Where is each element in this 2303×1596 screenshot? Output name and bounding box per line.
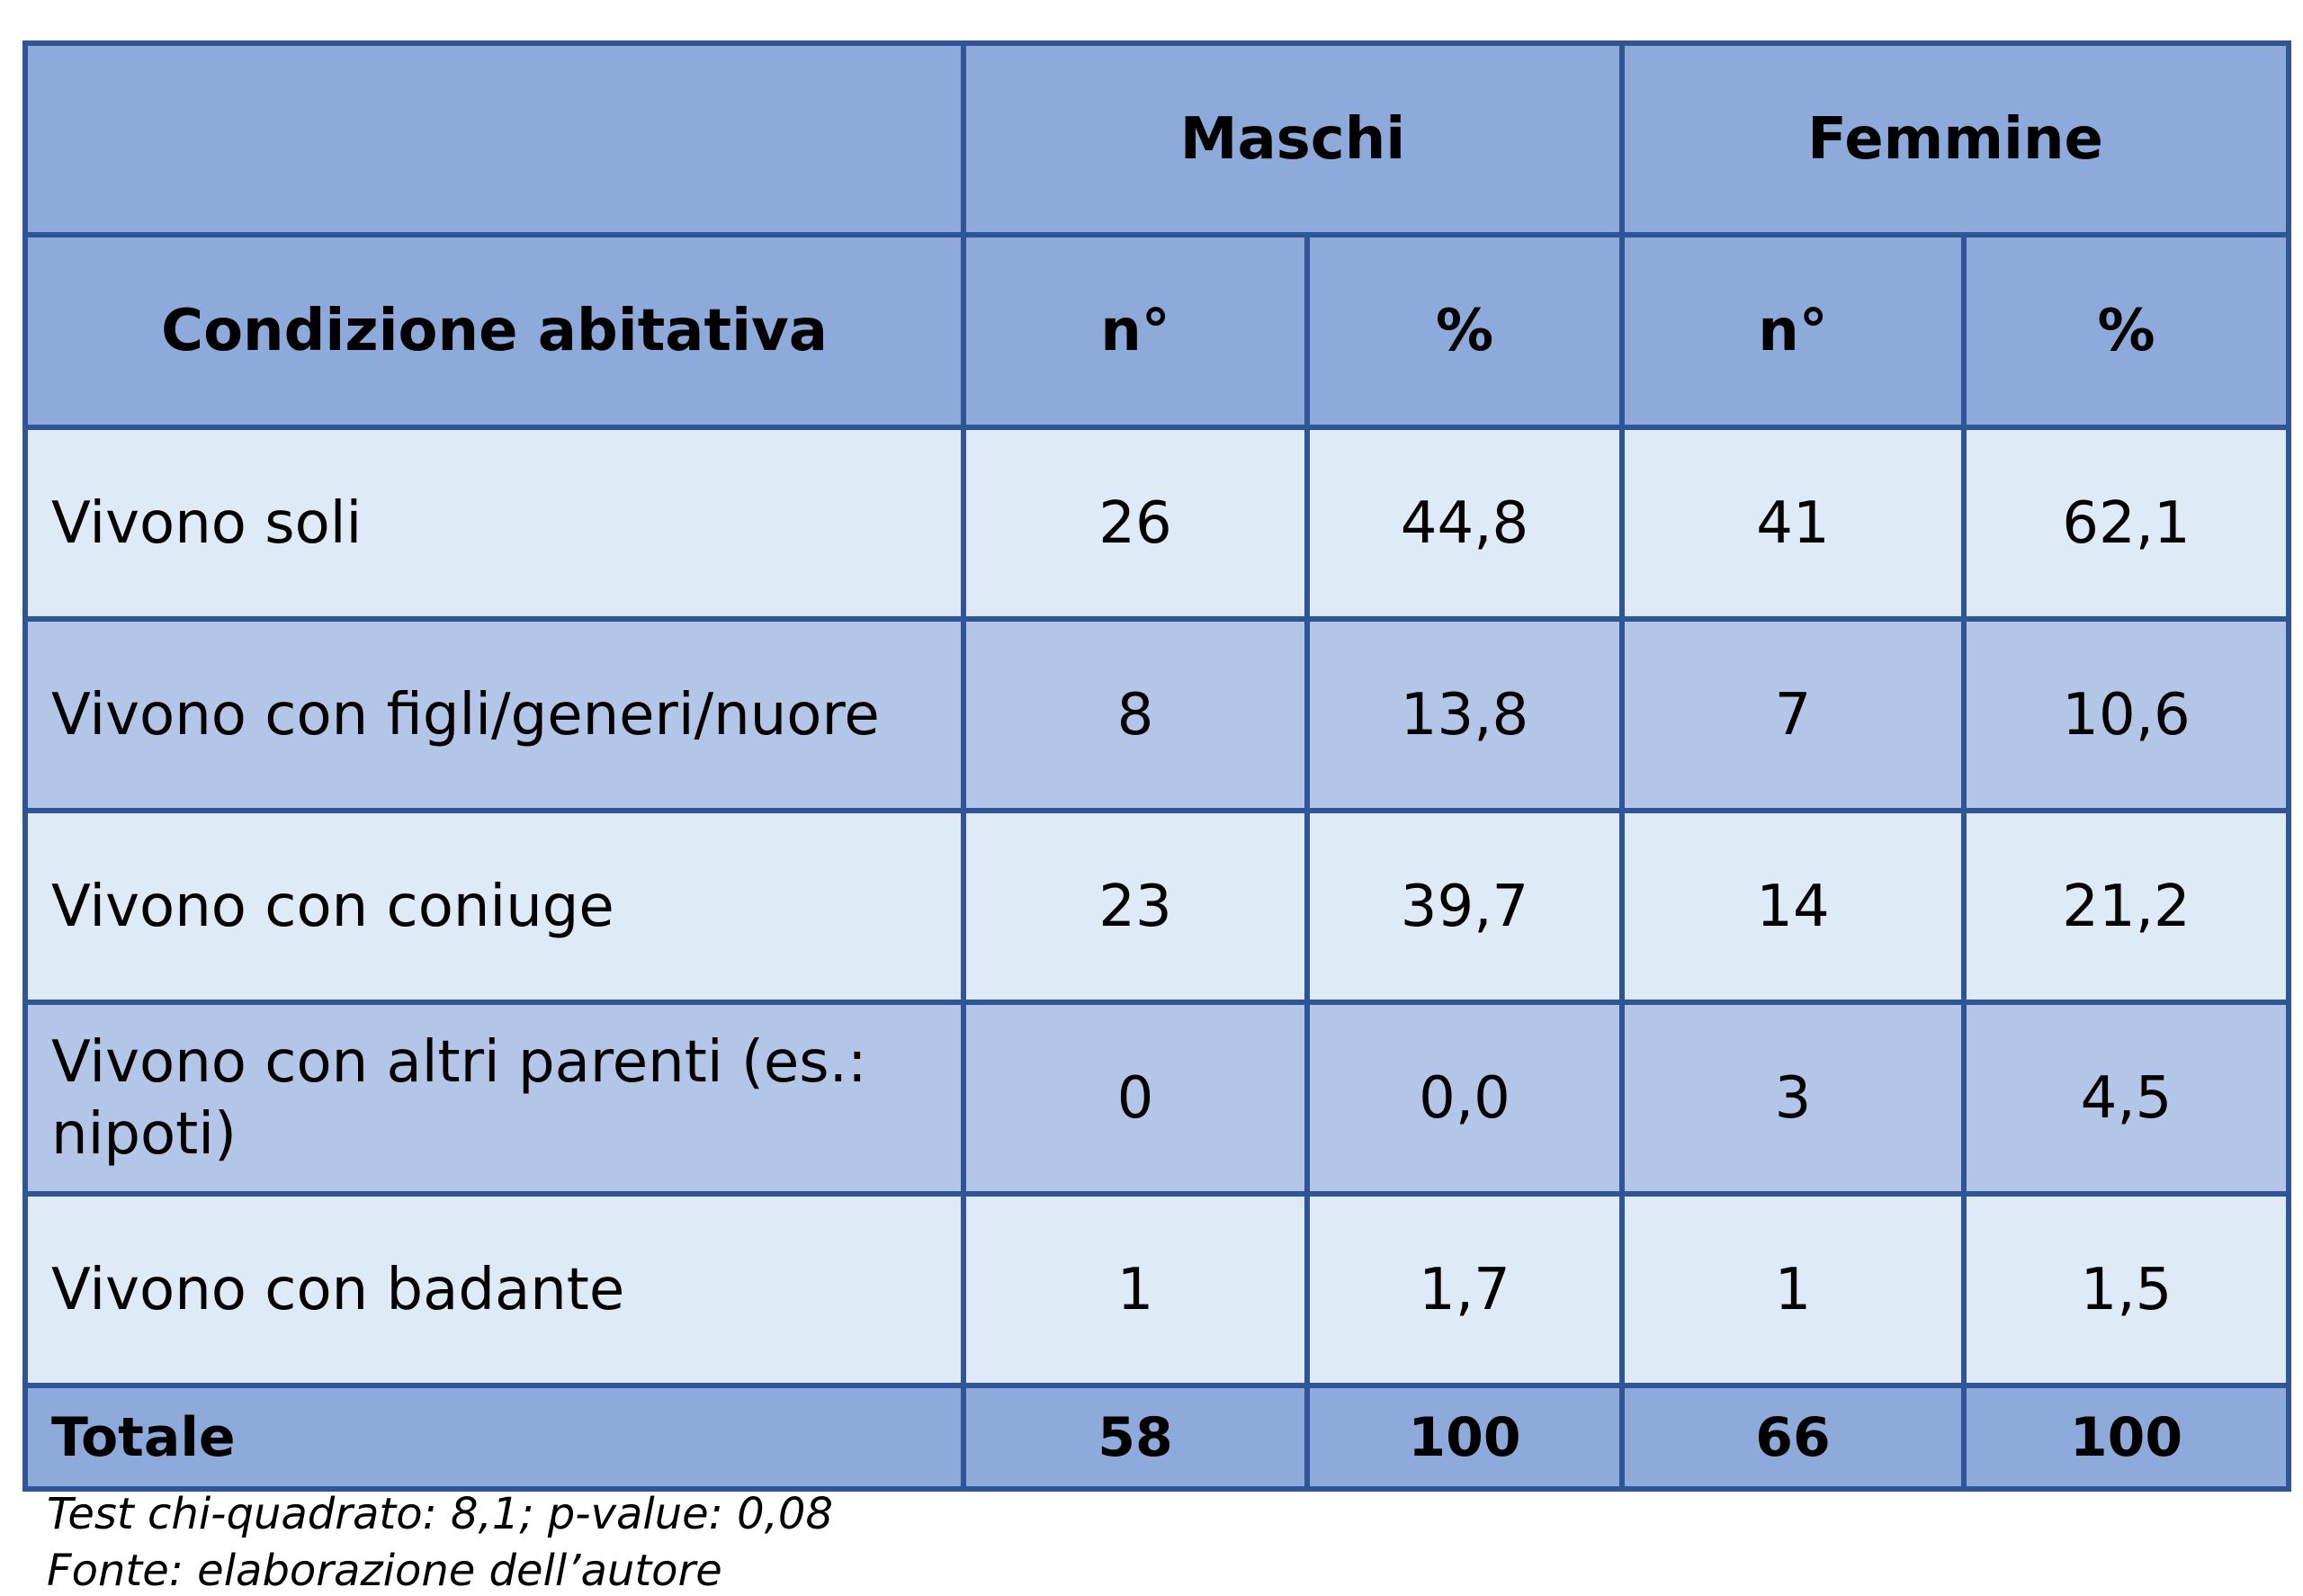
cell-femmine-n: 41 <box>1622 427 1964 619</box>
total-femmine-pct: 100 <box>1964 1385 2289 1489</box>
total-femmine-n: 66 <box>1622 1385 1964 1489</box>
row-label: Vivono soli <box>25 427 963 619</box>
cell-maschi-n: 1 <box>963 1194 1307 1385</box>
header-maschi-pct: % <box>1307 235 1622 427</box>
header-femmine-pct: % <box>1964 235 2289 427</box>
row-label: Vivono con figli/generi/nuore <box>25 619 963 811</box>
cell-maschi-n: 0 <box>963 1002 1307 1194</box>
cell-maschi-n: 8 <box>963 619 1307 811</box>
cell-femmine-pct: 4,5 <box>1964 1002 2289 1194</box>
cell-femmine-n: 7 <box>1622 619 1964 811</box>
header-femmine-n: n° <box>1622 235 1964 427</box>
header-empty-cell <box>25 43 963 235</box>
cell-femmine-n: 14 <box>1622 811 1964 1002</box>
table-row <box>25 811 2289 1002</box>
cell-femmine-pct: 10,6 <box>1964 619 2289 811</box>
column-header-row <box>25 235 2289 427</box>
header-maschi: Maschi <box>963 43 1622 235</box>
test-note: Test chi-quadrato: 8,1; p-value: 0,08 <box>47 1489 833 1539</box>
total-label: Totale <box>25 1385 963 1489</box>
total-maschi-pct: 100 <box>1307 1385 1622 1489</box>
group-header-row <box>25 43 2289 235</box>
cell-maschi-n: 26 <box>963 427 1307 619</box>
table-row <box>25 1002 2289 1194</box>
cell-maschi-pct: 1,7 <box>1307 1194 1622 1385</box>
header-condizione-abitativa: Condizione abitativa <box>25 235 963 427</box>
source-note: Fonte: elaborazione dell’autore <box>47 1546 722 1596</box>
table-row <box>25 619 2289 811</box>
cell-maschi-n: 23 <box>963 811 1307 1002</box>
cell-maschi-pct: 39,7 <box>1307 811 1622 1002</box>
header-femmine: Femmine <box>1622 43 2289 235</box>
total-row <box>25 1385 2289 1489</box>
row-label: Vivono con badante <box>25 1194 963 1385</box>
table-row <box>25 427 2289 619</box>
cell-femmine-pct: 1,5 <box>1964 1194 2289 1385</box>
total-maschi-n: 58 <box>963 1385 1307 1489</box>
cell-femmine-pct: 21,2 <box>1964 811 2289 1002</box>
cell-femmine-pct: 62,1 <box>1964 427 2289 619</box>
cell-maschi-pct: 0,0 <box>1307 1002 1622 1194</box>
cell-femmine-n: 3 <box>1622 1002 1964 1194</box>
row-label: Vivono con altri parenti (es.: nipoti) <box>25 1002 963 1194</box>
cell-maschi-pct: 44,8 <box>1307 427 1622 619</box>
cell-maschi-pct: 13,8 <box>1307 619 1622 811</box>
header-maschi-n: n° <box>963 235 1307 427</box>
row-label: Vivono con coniuge <box>25 811 963 1002</box>
table-row <box>25 1194 2289 1385</box>
cell-femmine-n: 1 <box>1622 1194 1964 1385</box>
housing-table <box>22 40 2291 1492</box>
